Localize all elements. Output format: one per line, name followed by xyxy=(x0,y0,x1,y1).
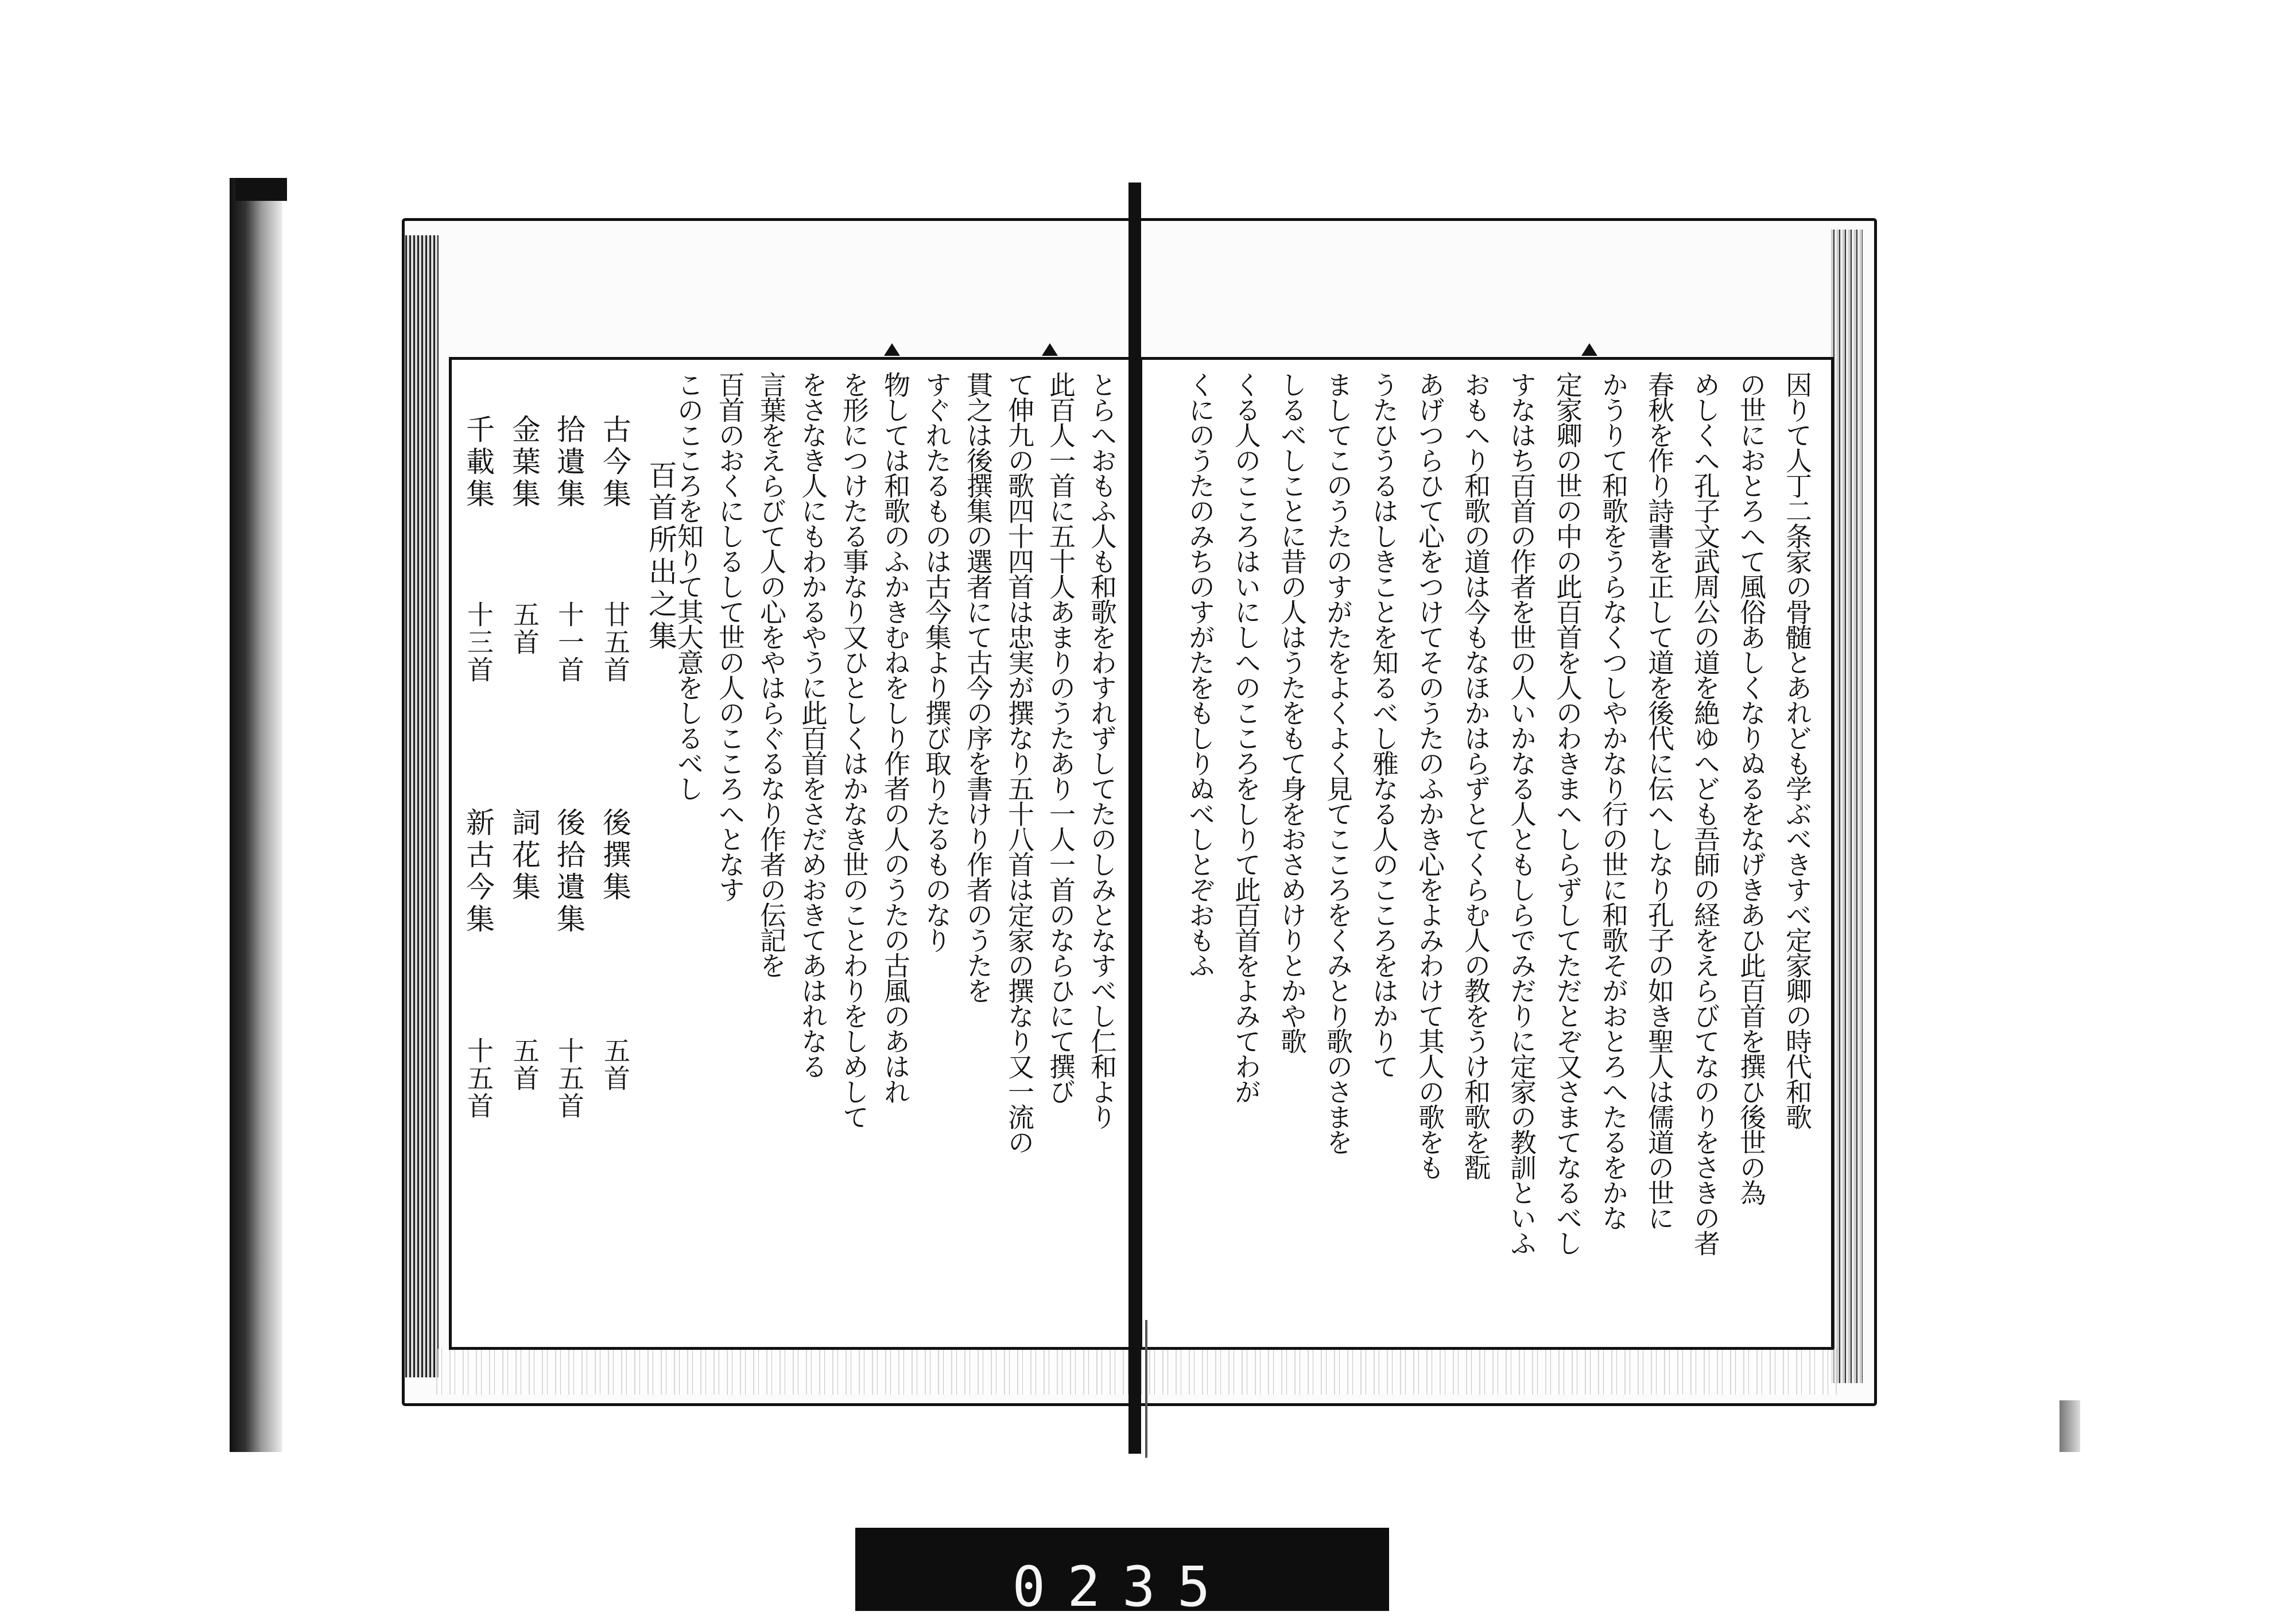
text-column: 春秋を作り詩書を正して道を後代に伝へしなり孔子の如き聖人は儒道の世に xyxy=(1644,371,1675,1230)
collection-name: 千載集 xyxy=(461,414,495,511)
collection-count: 十一首 xyxy=(554,601,585,684)
text-column: て伸九の歌四十四首は忠実が撰なり五十八首は定家の撰なり又一流の xyxy=(1004,371,1035,1154)
section-title: 百首所出之集 xyxy=(644,460,677,653)
collection-name: 新古今集 xyxy=(461,807,495,936)
text-column: とらへおもふ人も和歌をわすれずしてたのしみとなすべし仁和より xyxy=(1087,371,1118,1129)
collection-name: 詞花集 xyxy=(507,807,541,904)
text-column: このこころを知りて其大意をしるべし xyxy=(673,371,704,801)
text-column: すぐれたるものは古今集より撰び取りたるものなり xyxy=(921,371,952,952)
text-column: かうりて和歌をうらなくつしやかなり行の世に和歌そがおとろへたるをかな xyxy=(1598,371,1629,1230)
collection-count: 五首 xyxy=(509,601,540,656)
text-column: 貫之は後撰集の選者にて古今の序を書けり作者のうたを xyxy=(963,371,994,1003)
fold-marker xyxy=(884,343,900,356)
fold-marker xyxy=(1581,343,1597,356)
text-column: すなはち百首の作者を世の人いかなる人ともしらでみだりに定家の教訓といふ xyxy=(1506,371,1537,1255)
book-page-edges-left xyxy=(405,235,439,1377)
text-column: おもへり和歌の道は今もなほかはらずとてくらむ人の教をうけ和歌を翫 xyxy=(1460,371,1491,1179)
scanner-edge-left xyxy=(230,178,282,1452)
book-page-edges-right xyxy=(1831,230,1863,1383)
collection-count: 十五首 xyxy=(463,1037,494,1120)
text-column: をさなき人にもわかるやうに此百首をさだめおきてあはれなる xyxy=(797,371,828,1078)
text-column: ましてこのうたのすがたをよくよく見てこころをくみとり歌のさまを xyxy=(1322,371,1353,1154)
text-column: めしくへ孔子文武周公の道を絶ゆへども吾師の経をえらびてなのりをさきの者 xyxy=(1690,371,1721,1255)
text-column: 物しては和歌のふかきむねをしり作者の人のうたの古風のあはれ xyxy=(880,371,911,1104)
scanner-edge-right xyxy=(2060,1400,2080,1452)
collection-count: 十三首 xyxy=(463,601,494,684)
right-page-frame xyxy=(1139,357,1834,1350)
frame-number-label: 0235 xyxy=(855,1528,1389,1611)
collection-name: 拾遺集 xyxy=(552,414,585,511)
text-column: を形につけたる事なり又ひとしくはかなき世のことわりをしめして xyxy=(839,371,870,1129)
text-column: うたひうるはしきことを知るべし雅なる人のこころをはかりて xyxy=(1368,371,1399,1078)
book-spine xyxy=(1128,183,1141,1454)
text-column: 定家卿の世の中の此百首を人のわきまへしらずしてただとぞ又さまてなるべし xyxy=(1552,371,1583,1255)
collection-count: 十五首 xyxy=(554,1037,585,1120)
collection-name: 後拾遺集 xyxy=(552,807,585,936)
text-column: くにのうたのみちのすがたをもしりぬべしとぞおもふ xyxy=(1185,371,1216,977)
text-column: あげつらひて心をつけてそのうたのふかき心をよみわけて其人の歌をも xyxy=(1414,371,1445,1179)
collection-count: 廿五首 xyxy=(600,601,631,684)
text-column: くる人のこころはいにしへのこころをしりて此百首をよみてわが xyxy=(1231,371,1262,1104)
fold-marker xyxy=(1042,343,1058,356)
collection-count: 五首 xyxy=(509,1037,540,1092)
text-column: の世におとろへて風俗あしくなりぬるをなげきあひ此百首を撰ひ後世の為 xyxy=(1736,371,1767,1205)
text-column: しるべしことに昔の人はうたをもて身をおさめけりとかや歌 xyxy=(1277,371,1308,1053)
text-column: 言葉をえらびて人の心をやはらぐるなり作者の伝記を xyxy=(756,371,787,977)
left-page-frame xyxy=(449,357,1137,1350)
text-column: 因りて人丁二条家の骨髄とあれども学ぶべきすべ定家卿の時代和歌 xyxy=(1782,371,1813,1129)
collection-name: 金葉集 xyxy=(507,414,541,511)
text-column: 百首のおくにしるして世の人のこころへとなす xyxy=(715,371,746,902)
text-column: 此百人一首に五十人あまりのうたあり一人一首のならひにて撰び xyxy=(1045,371,1076,1104)
collection-name: 古今集 xyxy=(598,414,631,511)
collection-name: 後撰集 xyxy=(598,807,631,904)
collection-count: 五首 xyxy=(600,1037,631,1092)
book-spine-shadow xyxy=(1145,1320,1147,1458)
scanner-edge-mark xyxy=(235,178,287,201)
